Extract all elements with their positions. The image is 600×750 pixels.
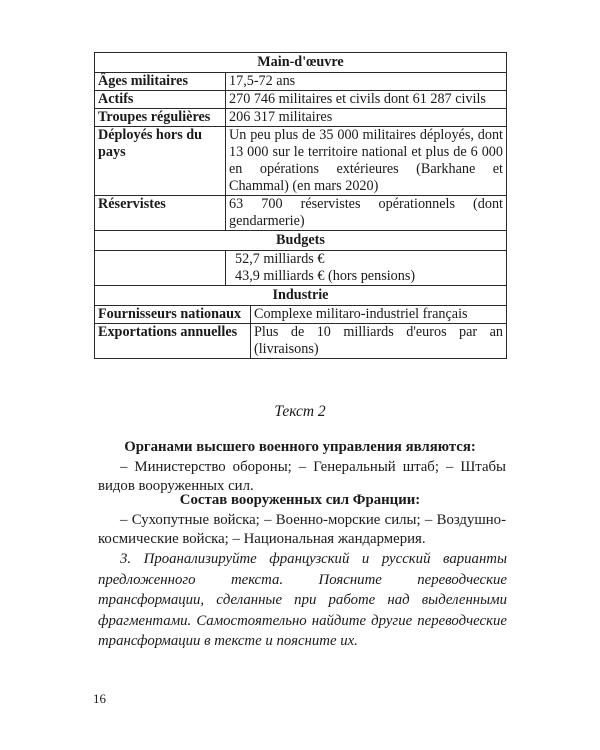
page-number: 16: [93, 691, 106, 706]
section1-heading: [0, 439, 600, 456]
value-suppliers: Complexe militaro-industriel français: [251, 306, 507, 324]
table-row: [95, 73, 507, 91]
colon: :: [415, 492, 421, 508]
label-ages: Âges militaires: [95, 73, 226, 91]
empty-cell: [95, 251, 226, 286]
value-ages: 17,5-72 ans: [226, 73, 507, 91]
value-active: 270 746 militaires et civils dont 61 287 civils: [226, 91, 507, 109]
table-section-row: [95, 53, 507, 73]
table-section-row: [95, 286, 507, 306]
label-exports: Exportations annuelles: [95, 324, 251, 359]
value-reserve: 63 700 réservistes opérationnels (dont gendarmerie): [226, 196, 507, 231]
value-budgets: [226, 251, 507, 286]
label-deployed: Déployés hors du pays: [95, 127, 226, 196]
table-row: [95, 324, 507, 359]
section2-body-text: – Сухопутные войска; – Военно-морские силы; – Воздушно-космические войска; – Национальная жандармерия.: [98, 512, 506, 547]
section2-body: [98, 511, 506, 549]
section-industry: Industrie: [95, 286, 507, 306]
value-regular: 206 317 militaires: [226, 109, 507, 127]
section1-body: [98, 458, 506, 496]
table-row: [95, 251, 507, 286]
table-row: [95, 109, 507, 127]
table-row: [95, 196, 507, 231]
section1-heading-text: Органами высшего военного управления являются: [124, 439, 471, 455]
budget-line-2: 43,9 milliards € (hors pensions): [235, 268, 416, 284]
section1-body-text: – Министерство обороны; – Генеральный штаб; – Штабы видов вооруженных сил.: [98, 459, 506, 494]
section-budgets: Budgets: [95, 231, 507, 251]
table-row: [95, 91, 507, 109]
label-reserve: Réservistes: [95, 196, 226, 231]
budget-line-1: 52,7 milliards €: [235, 251, 325, 267]
armed-forces-table: [94, 52, 507, 359]
table-row: [95, 306, 507, 324]
task-paragraph: [98, 549, 507, 652]
section2-heading: [0, 492, 600, 509]
label-regular: Troupes régulières: [95, 109, 226, 127]
task-text: 3. Проанализируйте французский и русский варианты предложенного текста. Поясните переводческие трансформации, сделанные при работе над выделенными фрагментами. Самостоятельно найдите другие переводческие трансформации в тексте и поясните их.: [98, 551, 507, 649]
section2-heading-text: Состав вооруженных сил Франции: [179, 492, 416, 508]
label-active: Actifs: [95, 91, 226, 109]
table-section-row: [95, 231, 507, 251]
table-row: [95, 127, 507, 196]
section-manpower: Main-d'œuvre: [95, 53, 507, 73]
value-exports: Plus de 10 milliards d'euros par an (livraisons): [251, 324, 507, 359]
value-deployed: Un peu plus de 35 000 militaires déployés, dont 13 000 sur le territoire national et plus de 6 000 en opérations extérieures (Barkhane et Chammal) (en mars 2020): [226, 127, 507, 196]
label-suppliers: Fournisseurs nationaux: [95, 306, 251, 324]
text-caption: Текст 2: [274, 403, 326, 420]
colon: :: [470, 439, 476, 455]
